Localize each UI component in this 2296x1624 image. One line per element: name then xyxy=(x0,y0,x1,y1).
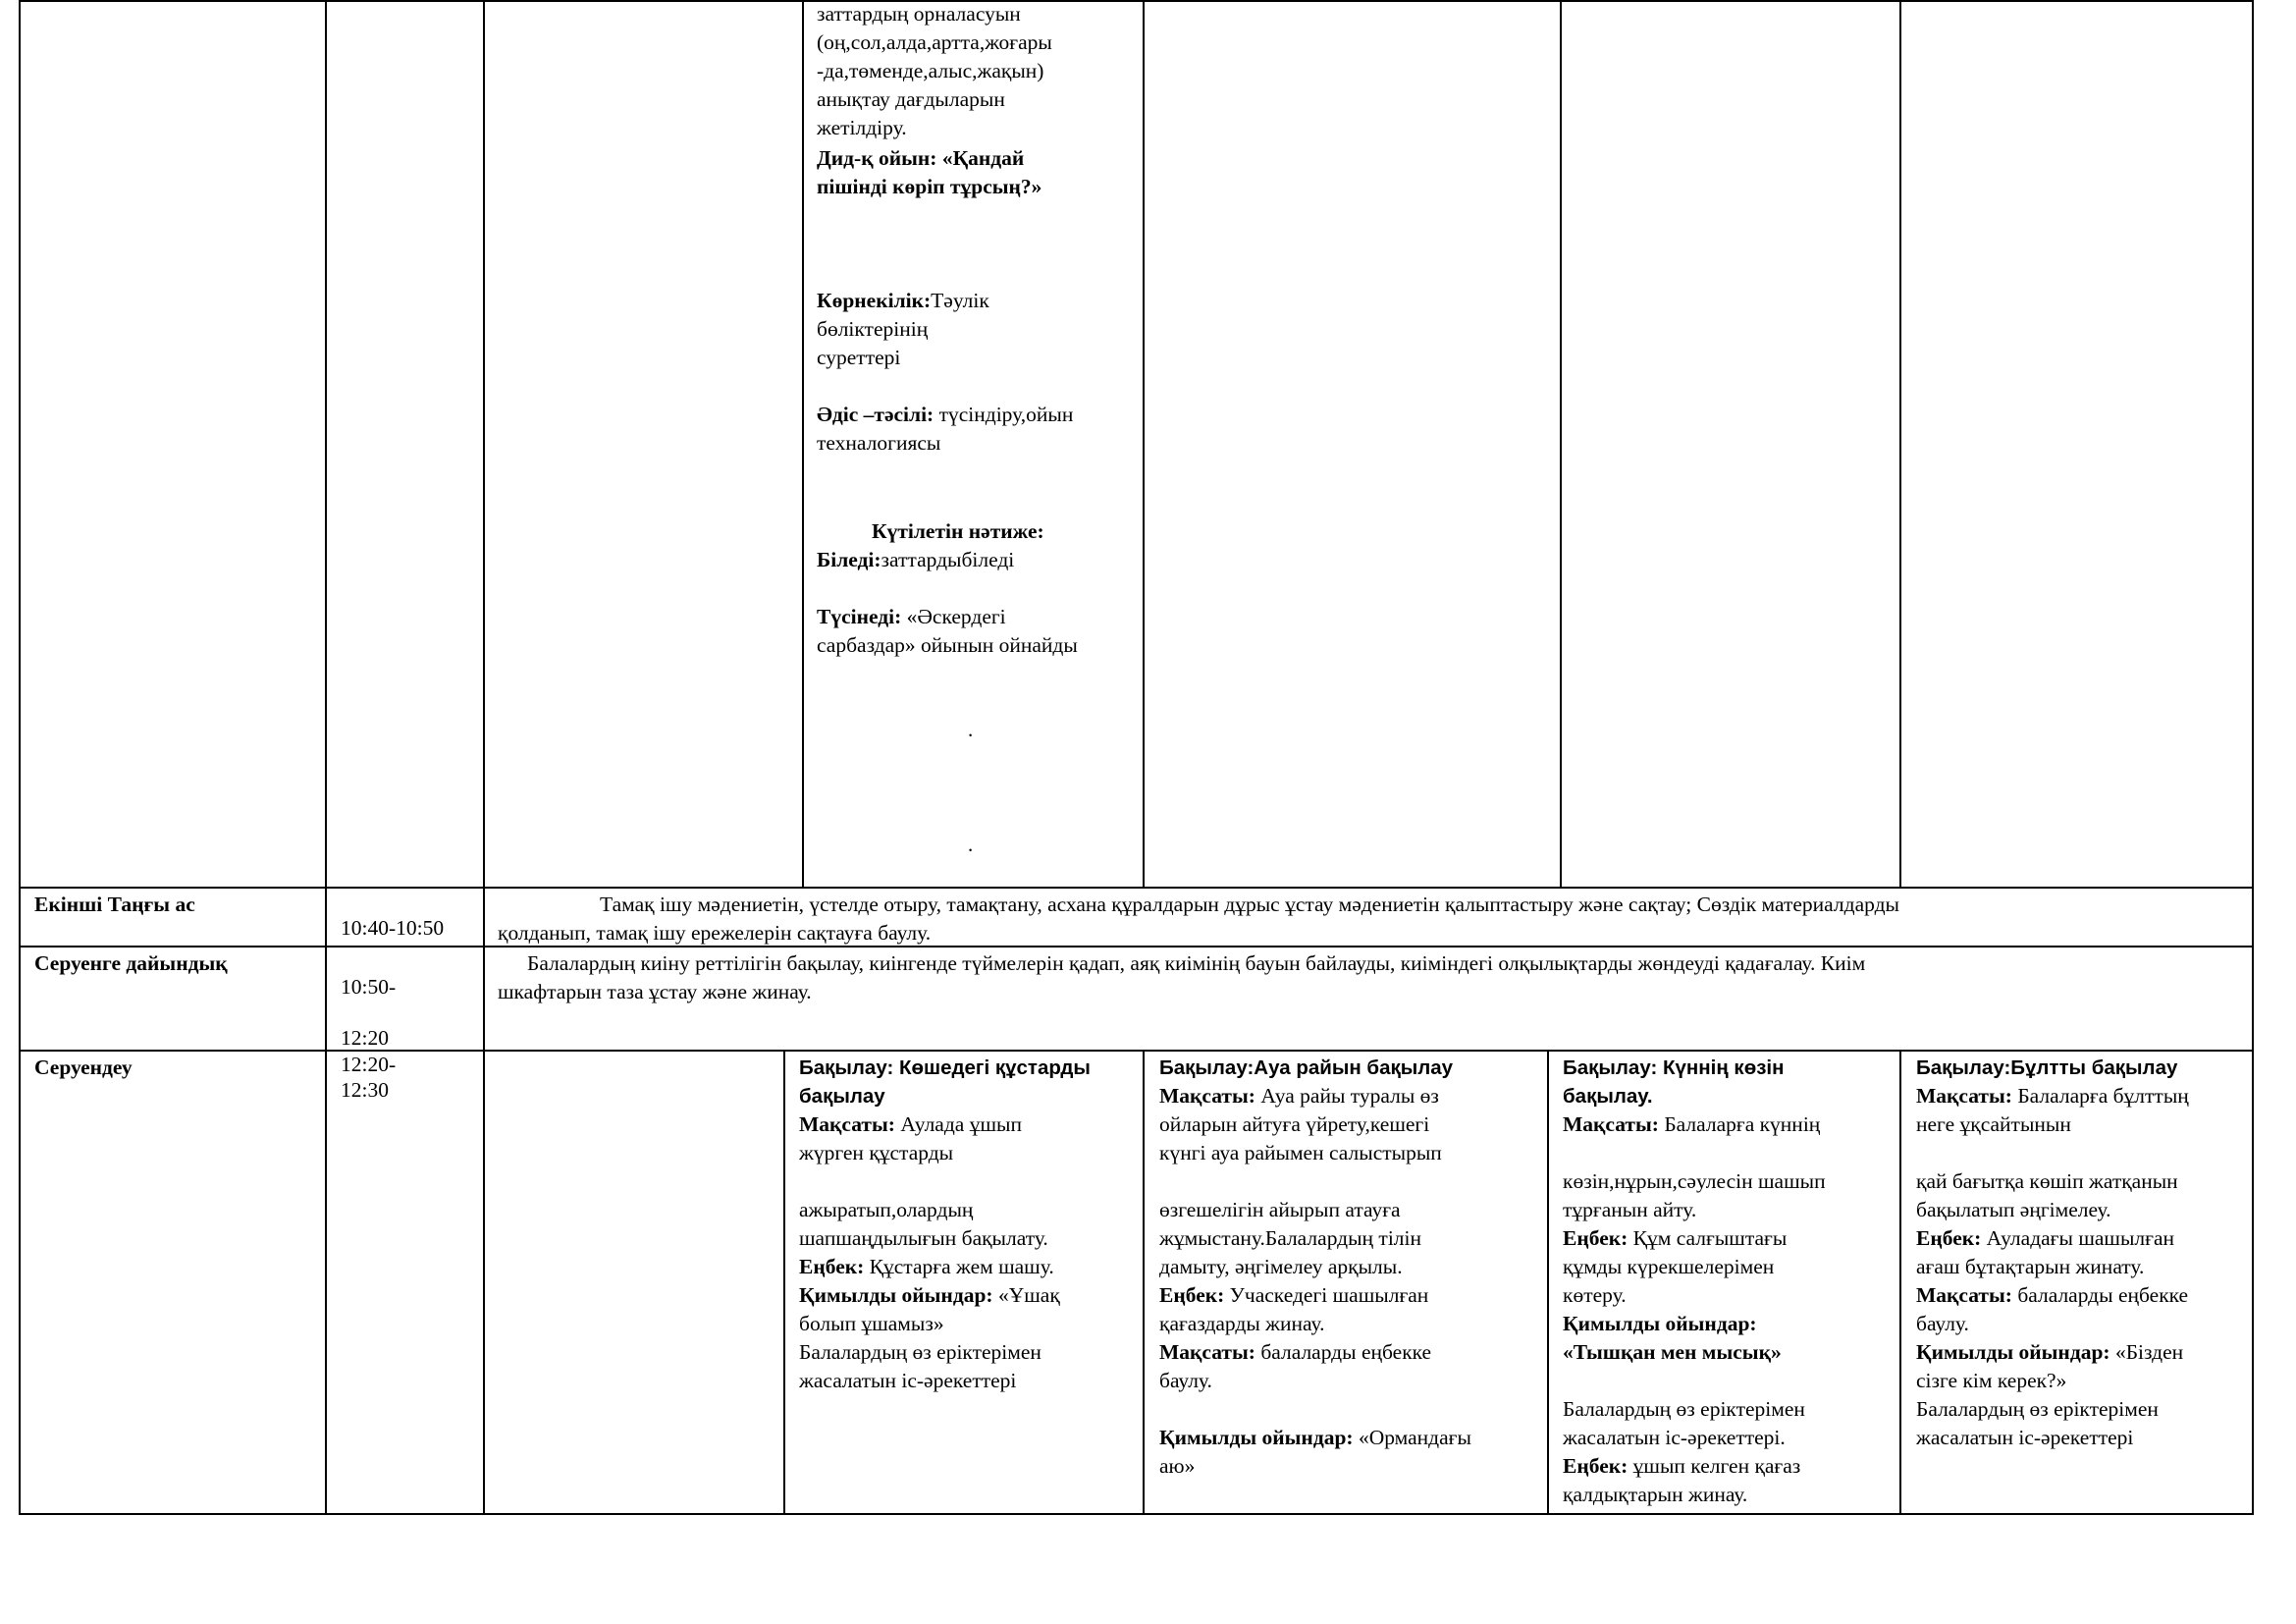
walk-col7-heading: Бақылау:Бұлтты бақылау xyxy=(1916,1056,2178,1079)
prep-title: Серуенге дайындық xyxy=(34,951,228,975)
walk-col5-work xyxy=(1159,1281,1428,1338)
visual-label: Көрнекілік: xyxy=(817,289,932,312)
goal2-text: балаларды еңбекке баулу. xyxy=(1159,1340,1432,1392)
work-label: Еңбек: xyxy=(799,1255,865,1278)
expected-result-heading: Күтілетін нәтиже: xyxy=(872,519,1044,543)
games-text: «Ұшақ болып ұшамыз» xyxy=(799,1283,1060,1335)
walk-col7-free: Балалардың өз еріктерімен жасалатын іс-әрекеттері xyxy=(1916,1397,2159,1449)
games-text: «Ормандағы аю» xyxy=(1159,1426,1471,1478)
games-label: Қимылды ойындар: xyxy=(1916,1340,2110,1364)
col-divider-walk-6 xyxy=(1547,1050,1549,1515)
table-border-top xyxy=(19,0,2254,2)
work2-label: Еңбек: xyxy=(1563,1454,1629,1478)
walk-col4-free: Балалардың өз еріктерімен жасалатын іс-әрекеттері xyxy=(799,1340,1041,1392)
top-visual-aids xyxy=(817,287,989,372)
games-text: «Бізден сізге кім керек?» xyxy=(1916,1340,2184,1392)
goal-label: Мақсаты: xyxy=(799,1112,895,1136)
table-border-right xyxy=(2252,0,2254,1515)
goal2-label: Мақсаты: xyxy=(1159,1340,1255,1364)
goal-text: Ауа райы туралы өз ойларын айтуға үйрету,кешегі күнгі ауа райымен салыстырып өзгешелігін айырып атауға жұмыстану.Балалардың тілін дамыту, әңгімелеу арқылы. xyxy=(1159,1084,1442,1278)
knows-label: Біледі: xyxy=(817,548,881,571)
walk-col4-games xyxy=(799,1281,1060,1338)
walk-col7-games xyxy=(1916,1338,2183,1395)
work-text: Ауладағы шашылған ағаш бұтақтарын жинату. xyxy=(1916,1226,2175,1278)
work-label: Еңбек: xyxy=(1563,1226,1629,1250)
top-activity-intro: заттардың орналасуын (оң,сол,алда,артта,жоғары -да,төменде,алыс,жақын) анықтау дағдыларын жетілдіру. xyxy=(817,2,1052,139)
games-label: Қимылды ойындар: xyxy=(1159,1426,1354,1449)
col-divider-top-4 xyxy=(802,0,804,889)
goal-label: Мақсаты: xyxy=(1159,1084,1255,1108)
work-label: Еңбек: xyxy=(1159,1283,1225,1307)
top-knows xyxy=(817,546,1014,574)
top-method xyxy=(817,401,1073,458)
walk-col4-work xyxy=(799,1253,1054,1281)
col-divider-walk-4 xyxy=(783,1050,785,1515)
understands-text: «Әскердегі сарбаздар» ойынын ойнайды xyxy=(817,605,1078,657)
goal-label: Мақсаты: xyxy=(1563,1112,1659,1136)
col-divider-walk-5 xyxy=(1143,1050,1145,1515)
method-label: Әдіс –тәсілі: xyxy=(817,403,934,426)
col-divider-time xyxy=(325,0,327,1515)
goal-text: Аулада ұшып жүрген құстарды ажыратып,олардың шапшаңдылығын бақылату. xyxy=(799,1112,1048,1250)
goal-text: Балаларға бұлттың неге ұқсайтынын қай бағытқа көшіп жатқанын бақылатып әңгімелеу. xyxy=(1916,1084,2189,1221)
walk-col6-goal xyxy=(1563,1110,1826,1224)
walk-col6-work2 xyxy=(1563,1452,1800,1509)
walk-col6-work xyxy=(1563,1224,1787,1310)
method-text: түсіндіру,ойын техналогиясы xyxy=(817,403,1074,455)
work2-text: ұшып келген қағаз қалдықтарын жинау. xyxy=(1563,1454,1801,1506)
walk-col7-goal xyxy=(1916,1082,2189,1224)
walk-col6-games: Қимылды ойындар: «Тышқан мен мысық» xyxy=(1563,1312,1782,1364)
goal-text: Балаларға күннің көзін,нұрын,сәулесін шашып тұрғанын айту. xyxy=(1563,1112,1826,1221)
col-divider-3 xyxy=(483,0,485,1515)
work-text: Құм салғыштағы құмды күрекшелерімен көтеру. xyxy=(1563,1226,1788,1307)
table-border-bottom xyxy=(19,1513,2254,1515)
stray-dot-2: . xyxy=(968,833,974,856)
prep-time-start: 10:50- xyxy=(341,975,397,999)
stray-dot-1: . xyxy=(968,718,974,741)
col-divider-top-6 xyxy=(1560,0,1562,889)
breakfast-text: Тамақ ішу мәдениетін, үстелде отыру, тамақтану, асхана құралдарын дұрыс ұстау мәдениетін қалыптастыру және сақтау; Сөздік материалдарды қолданып, тамақ ішу ережелерін сақтауға баулу. xyxy=(498,893,1899,945)
col-divider-top-5 xyxy=(1143,0,1145,889)
walk-col5-goal xyxy=(1159,1082,1442,1281)
top-understands xyxy=(817,603,1078,660)
goal2-text: балаларды еңбекке баулу. xyxy=(1916,1283,2189,1335)
row-divider-breakfast xyxy=(19,887,2254,889)
walk-col5-heading: Бақылау:Ауа райын бақылау xyxy=(1159,1056,1454,1079)
visual-text: Тәулік бөліктерінің суреттері xyxy=(817,289,989,369)
col-divider-top-7 xyxy=(1899,0,1901,889)
goal2-label: Мақсаты: xyxy=(1916,1283,2012,1307)
understands-label: Түсінеді: xyxy=(817,605,902,628)
walk-col5-games xyxy=(1159,1424,1471,1481)
prep-text: Балалардың киіну реттілігін бақылау, киінгенде түймелерін қадап, аяқ киімінің бауын байлауды, киіміндегі олқылықтарды жөндеуді қадағалау. Киім шкафтарын таза ұстау және жинау. xyxy=(498,951,1866,1003)
top-did-game: Дид-қ ойын: «Қандай пішінді көріп тұрсың?» xyxy=(817,146,1042,198)
walk-col7-goal2 xyxy=(1916,1281,2188,1338)
walk-col6-free: Балалардың өз еріктерімен жасалатын іс-әрекеттері. xyxy=(1563,1397,1805,1449)
games-label: Қимылды ойындар: xyxy=(799,1283,993,1307)
breakfast-title: Екінші Таңғы ас xyxy=(34,893,195,916)
goal-label: Мақсаты: xyxy=(1916,1084,2012,1108)
walk-col6-heading: Бақылау: Күннің көзін бақылау. xyxy=(1563,1056,1785,1108)
walk-col4-goal xyxy=(799,1110,1048,1253)
knows-text: заттардыбіледі xyxy=(881,548,1015,571)
walk-col4-heading: Бақылау: Көшедегі құстарды бақылау xyxy=(799,1056,1091,1108)
walk-col5-goal2 xyxy=(1159,1338,1431,1395)
work-label: Еңбек: xyxy=(1916,1226,1982,1250)
work-text: Құстарға жем шашу. xyxy=(864,1255,1054,1278)
table-border-left xyxy=(19,0,21,1515)
walk-title: Серуендеу xyxy=(34,1056,133,1079)
prep-time-end: 12:20 xyxy=(341,1026,389,1050)
breakfast-time: 10:40-10:50 xyxy=(341,916,445,940)
work-text: Учаскедегі шашылған қағаздарды жинау. xyxy=(1159,1283,1429,1335)
walk-col7-work xyxy=(1916,1224,2174,1281)
walk-time: 12:20- 12:30 xyxy=(341,1053,397,1102)
col-divider-walk-7 xyxy=(1899,1050,1901,1515)
